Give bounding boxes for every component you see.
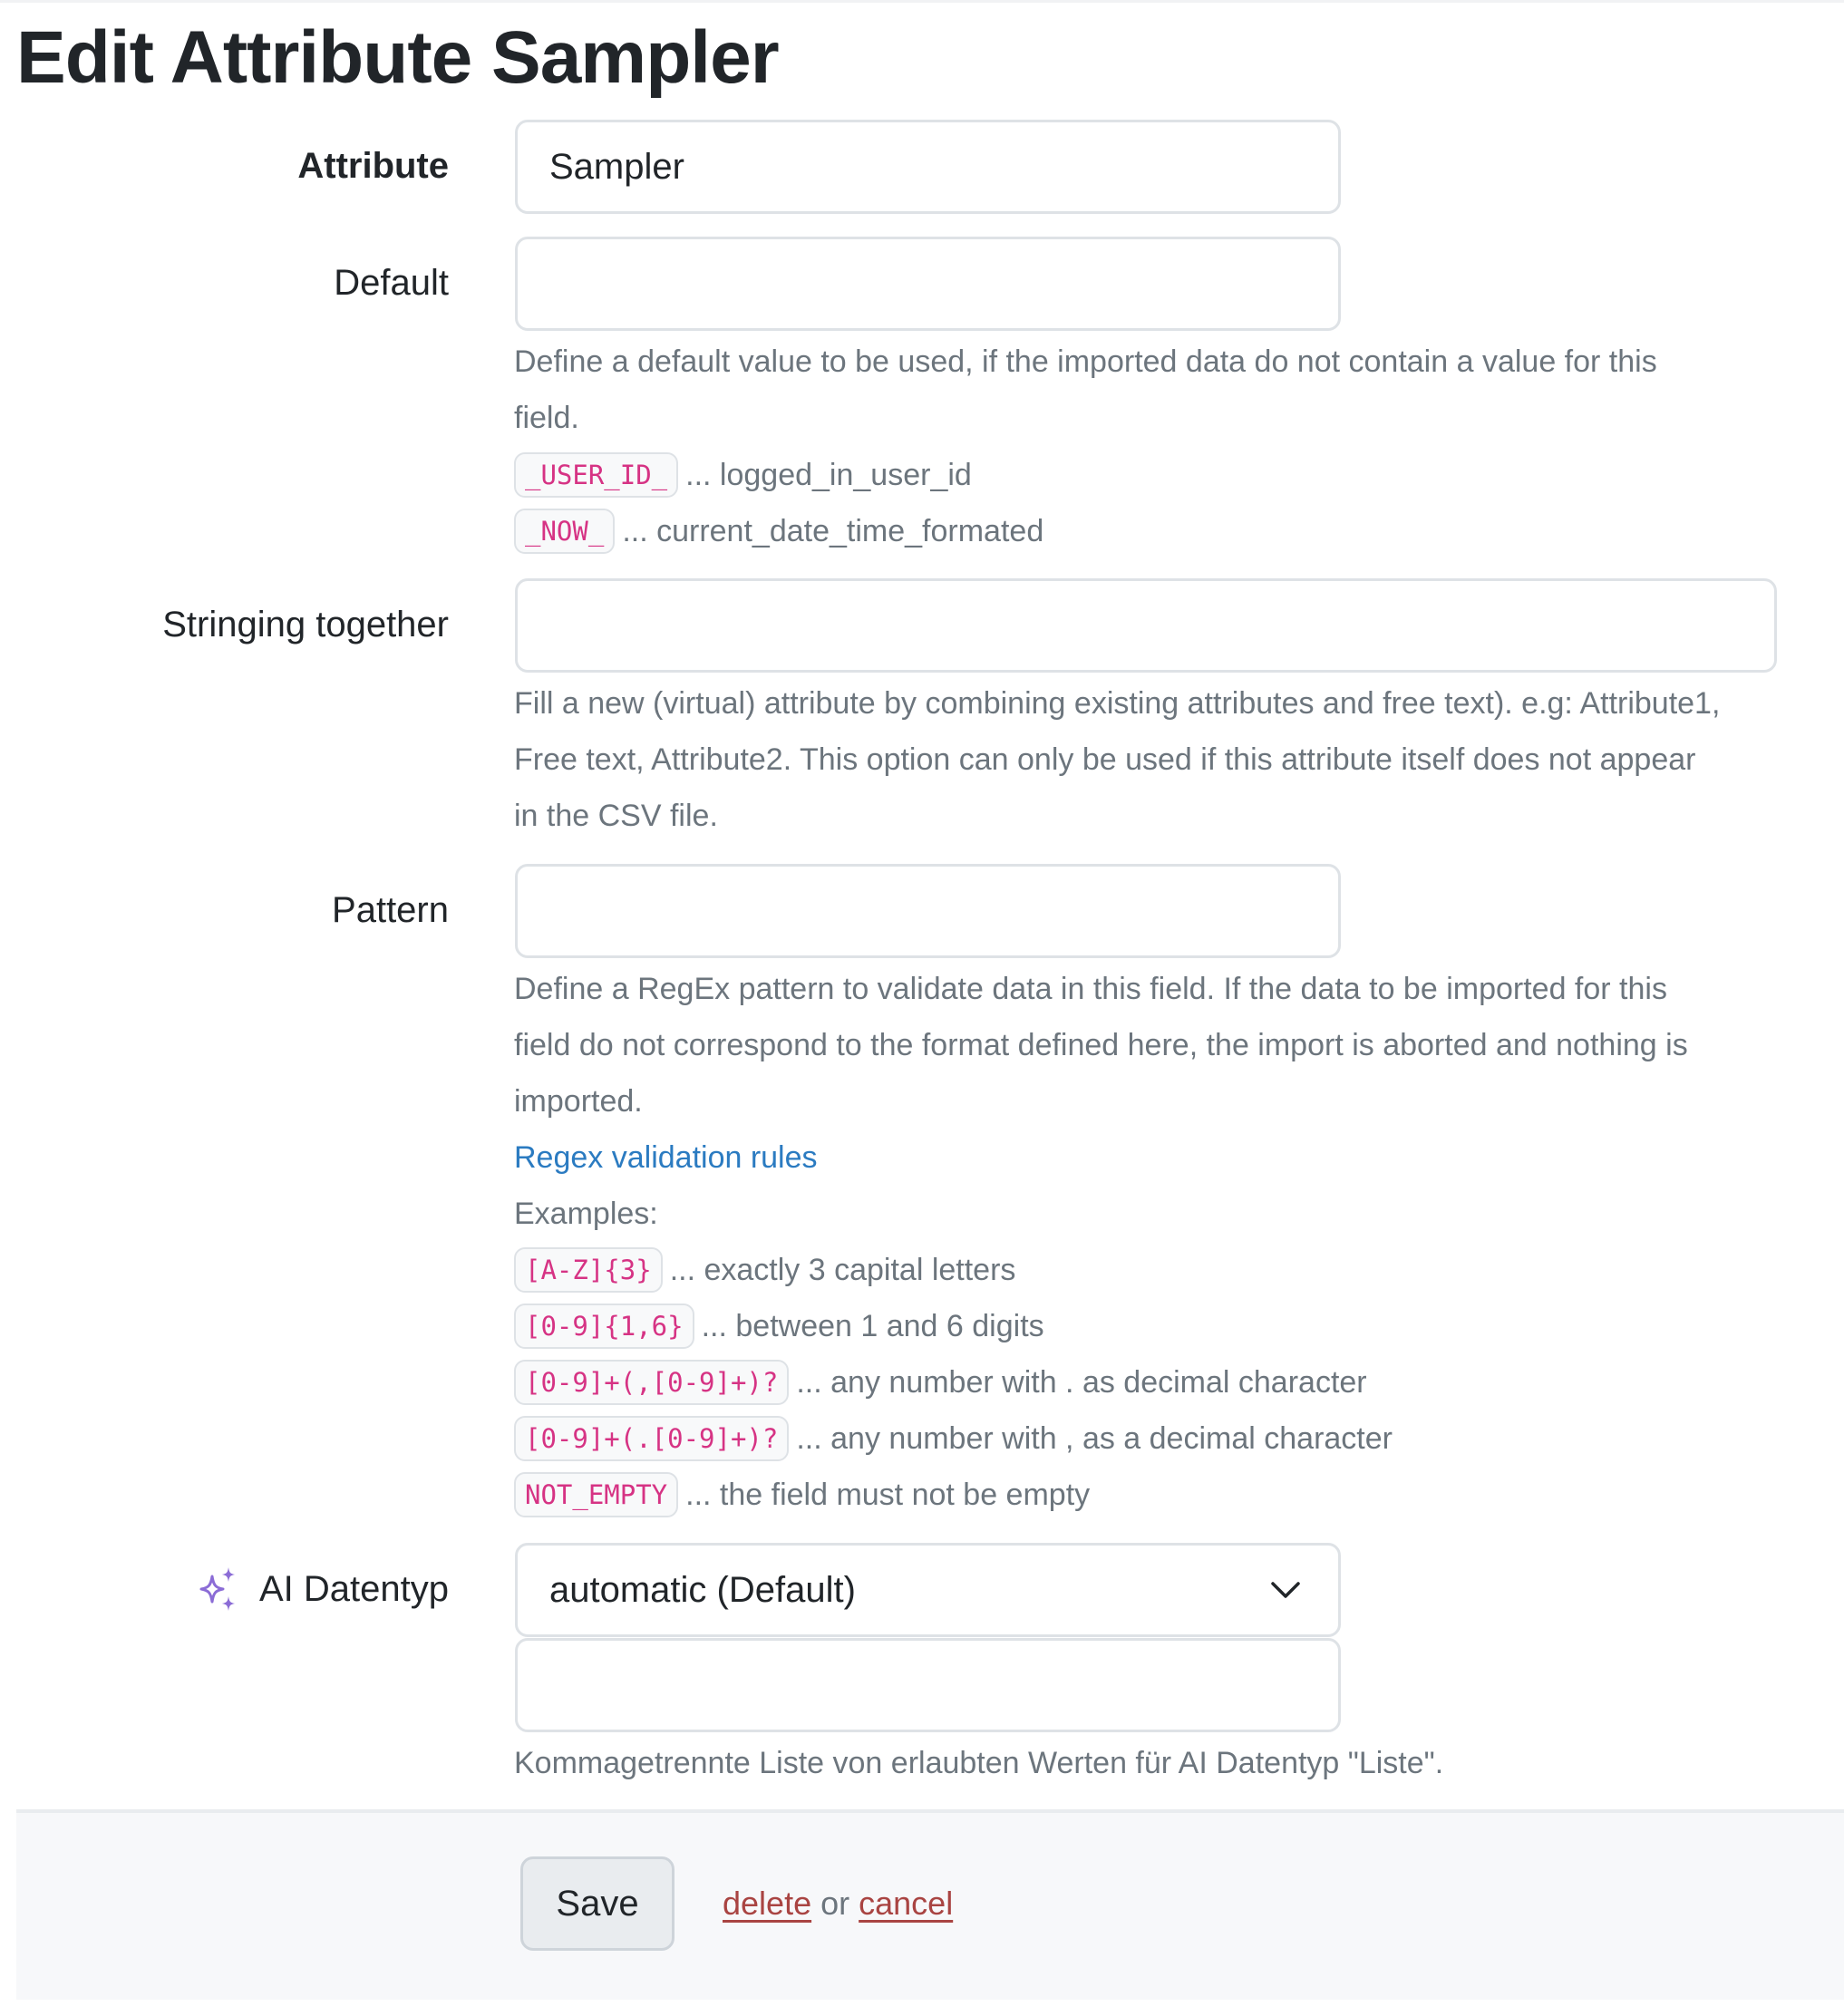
stringing-help-line-2: Free text, Attribute2. This option can only be used if this attribute itself does not appear bbox=[514, 742, 1696, 777]
top-border bbox=[0, 0, 1844, 3]
example-row bbox=[514, 1358, 1367, 1407]
example-row bbox=[514, 1414, 1393, 1463]
ai-datatype-label: AI Datentyp bbox=[258, 1569, 449, 1609]
example-code: [0-9]+(,[0-9]+)? bbox=[514, 1360, 789, 1405]
example-code: [0-9]{1,6} bbox=[514, 1304, 694, 1349]
attribute-input-value: Sampler bbox=[549, 147, 684, 187]
footer-actions bbox=[723, 1878, 953, 1929]
placeholder-row bbox=[514, 451, 972, 499]
chevron-down-icon bbox=[1269, 1576, 1302, 1604]
example-desc: ... any number with , as a decimal character bbox=[796, 1420, 1393, 1456]
placeholder-desc: ... current_date_time_formated bbox=[622, 513, 1044, 548]
stringing-input[interactable] bbox=[515, 578, 1777, 673]
delete-link[interactable]: delete bbox=[723, 1885, 812, 1922]
sparkle-icon bbox=[198, 1567, 241, 1611]
ai-datatype-list-input[interactable] bbox=[515, 1638, 1341, 1732]
example-row bbox=[514, 1302, 1044, 1351]
example-desc: ... any number with . as decimal character bbox=[796, 1364, 1367, 1400]
example-desc: ... between 1 and 6 digits bbox=[701, 1308, 1044, 1343]
example-code: NOT_EMPTY bbox=[514, 1472, 678, 1517]
stringing-help-line-1: Fill a new (virtual) attribute by combining existing attributes and free text). e.g: Attribute1, bbox=[514, 686, 1721, 721]
ai-datatype-select[interactable] bbox=[515, 1543, 1341, 1637]
placeholder-code: _USER_ID_ bbox=[514, 452, 678, 498]
examples-label: Examples: bbox=[514, 1197, 658, 1231]
example-row bbox=[514, 1245, 1015, 1294]
ai-datatype-help: Kommagetrennte Liste von erlaubten Werten für AI Datentyp "Liste". bbox=[514, 1746, 1444, 1780]
pattern-help-line-2: field do not correspond to the format defined here, the import is aborted and nothing is bbox=[514, 1028, 1688, 1062]
pattern-help-line-1: Define a RegEx pattern to validate data in this field. If the data to be imported for this bbox=[514, 972, 1667, 1006]
ai-datatype-selected: automatic (Default) bbox=[549, 1570, 856, 1610]
example-row bbox=[514, 1470, 1090, 1519]
cancel-link[interactable]: cancel bbox=[859, 1885, 954, 1922]
default-help-line-1: Define a default value to be used, if the imported data do not contain a value for this bbox=[514, 344, 1657, 379]
example-desc: ... exactly 3 capital letters bbox=[669, 1252, 1016, 1287]
stringing-help-line-3: in the CSV file. bbox=[514, 799, 718, 833]
attribute-input[interactable] bbox=[515, 120, 1341, 214]
placeholder-desc: ... logged_in_user_id bbox=[685, 457, 972, 492]
page-title: Edit Attribute Sampler bbox=[16, 16, 779, 99]
or-text: or bbox=[820, 1885, 850, 1922]
save-button[interactable]: Save bbox=[520, 1856, 675, 1951]
placeholder-row bbox=[514, 507, 1043, 556]
stringing-label: Stringing together bbox=[162, 605, 449, 645]
example-code: [0-9]+(.[0-9]+)? bbox=[514, 1416, 789, 1461]
default-label: Default bbox=[334, 263, 449, 303]
pattern-help-line-3: imported. bbox=[514, 1084, 643, 1119]
attribute-label: Attribute bbox=[297, 146, 449, 186]
pattern-label: Pattern bbox=[332, 890, 449, 930]
example-code: [A-Z]{3} bbox=[514, 1247, 663, 1293]
regex-rules-link[interactable]: Regex validation rules bbox=[514, 1140, 818, 1175]
example-desc: ... the field must not be empty bbox=[685, 1477, 1091, 1512]
default-help-line-2: field. bbox=[514, 401, 579, 435]
placeholder-code: _NOW_ bbox=[514, 509, 615, 554]
pattern-input[interactable] bbox=[515, 864, 1341, 958]
default-input[interactable] bbox=[515, 237, 1341, 331]
